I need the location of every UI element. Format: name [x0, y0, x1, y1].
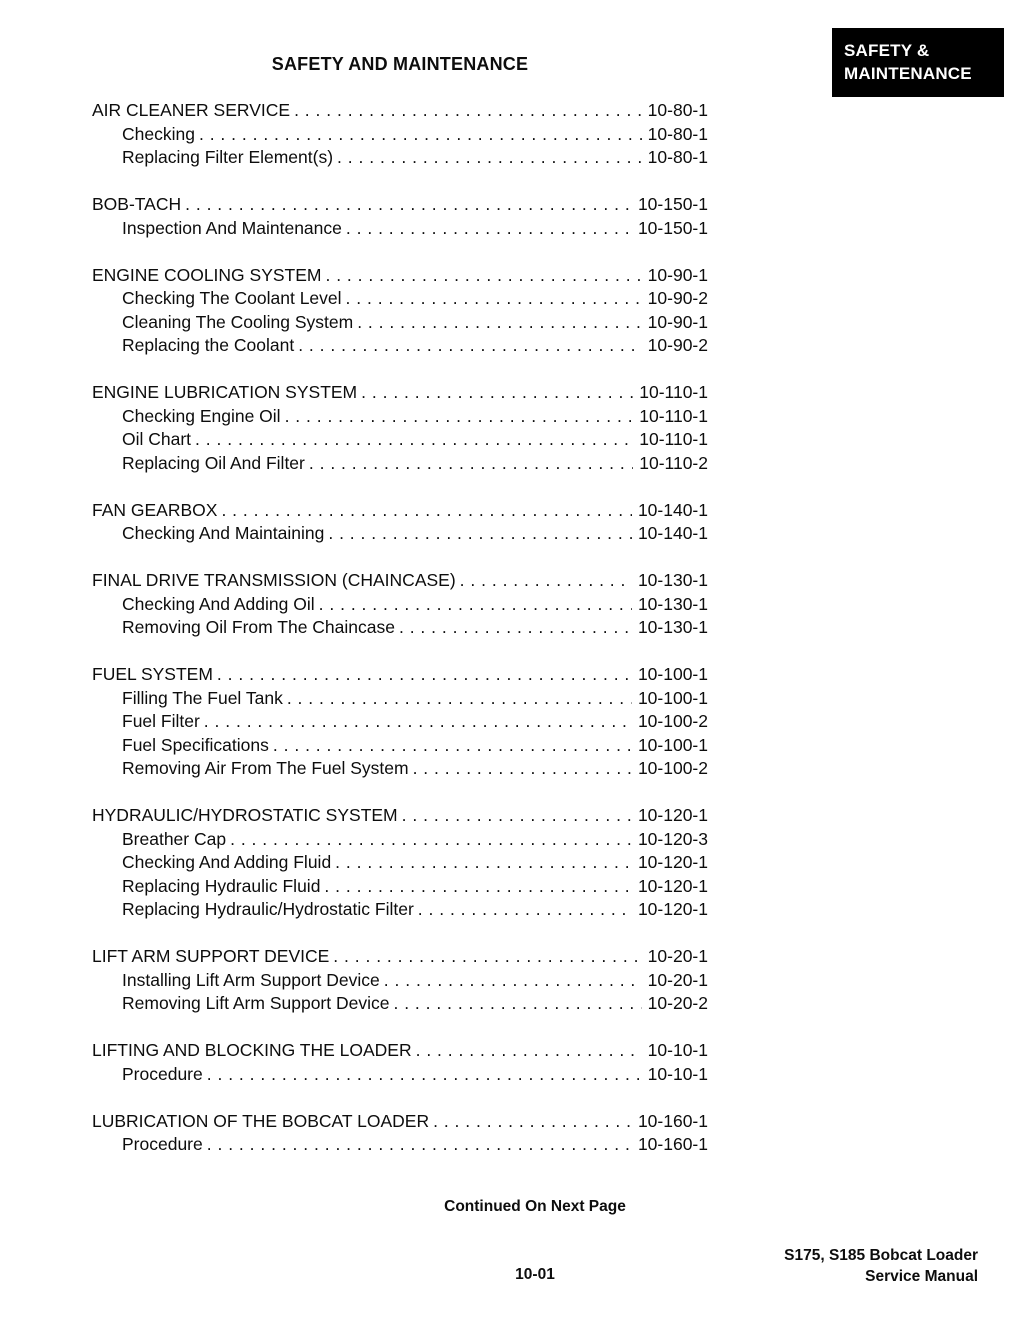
page-number: 10-01	[515, 1266, 555, 1283]
toc-leader-dots	[433, 1110, 632, 1134]
toc-entry-page: 10-10-1	[647, 1063, 708, 1084]
toc-section	[92, 804, 708, 922]
toc-entry-label: Fuel Specifications	[122, 734, 269, 755]
toc-leader-dots	[328, 522, 632, 546]
toc-section	[92, 381, 708, 475]
toc-leader-dots	[384, 969, 642, 993]
toc-entry-page: 10-110-1	[639, 382, 708, 402]
toc-entry-page: 10-120-1	[637, 875, 708, 896]
manual-reference-line1: S175, S185 Bobcat Loader	[784, 1247, 978, 1264]
toc-row	[92, 663, 708, 687]
toc-row	[92, 757, 708, 781]
toc-entry-label: ENGINE LUBRICATION SYSTEM	[92, 382, 358, 402]
toc-entry-page: 10-80-1	[647, 147, 708, 167]
toc-leader-dots	[185, 193, 632, 217]
toc-leader-dots	[285, 405, 634, 429]
toc-row	[92, 969, 708, 993]
section-tab-badge	[832, 28, 1004, 97]
toc-leader-dots	[294, 99, 642, 123]
toc-row	[92, 898, 708, 922]
toc-leader-dots	[324, 875, 632, 899]
toc-entry-label: HYDRAULIC/HYDROSTATIC SYSTEM	[92, 805, 398, 825]
toc-entry-label: BOB-TACH	[92, 194, 182, 214]
toc-entry-label: Replacing Hydraulic/Hydrostatic Filter	[122, 899, 414, 919]
toc-row	[92, 99, 708, 123]
toc-entry-label: Replacing Filter Element(s)	[122, 147, 334, 167]
toc-row	[92, 522, 708, 546]
toc-leader-dots	[418, 898, 632, 922]
toc-row	[92, 452, 708, 476]
toc-entry-page: 10-150-1	[637, 194, 708, 214]
toc-section	[92, 663, 708, 781]
toc-leader-dots	[357, 311, 641, 335]
toc-leader-dots	[298, 334, 641, 358]
toc-leader-dots	[337, 146, 642, 170]
toc-entry-page: 10-150-1	[637, 217, 708, 238]
toc-entry-label: FINAL DRIVE TRANSMISSION (CHAINCASE)	[92, 570, 456, 590]
toc-entry-label: Removing Air From The Fuel System	[122, 758, 409, 778]
toc-leader-dots	[416, 1039, 642, 1063]
toc-entry-page: 10-130-1	[637, 593, 708, 614]
toc-leader-dots	[333, 945, 641, 969]
section-tab-line1: SAFETY &	[844, 41, 930, 60]
toc-entry-page: 10-120-1	[637, 899, 708, 919]
toc-row	[92, 123, 708, 147]
toc-entry-page: 10-20-2	[647, 993, 708, 1013]
toc-entry-label: Breather Cap	[122, 828, 227, 849]
toc-leader-dots	[460, 569, 632, 593]
toc-entry-page: 10-140-1	[637, 499, 708, 520]
toc-entry-page: 10-160-1	[637, 1110, 708, 1131]
toc-row	[92, 264, 708, 288]
toc-entry-page: 10-120-3	[637, 828, 708, 849]
toc-leader-dots	[287, 687, 632, 711]
toc-entry-page: 10-110-1	[639, 405, 708, 426]
toc-entry-label: Filling The Fuel Tank	[122, 687, 283, 708]
toc-leader-dots	[199, 123, 642, 147]
toc-section	[92, 193, 708, 240]
toc-entry-page: 10-90-2	[647, 335, 708, 355]
toc-entry-label: Cleaning The Cooling System	[122, 311, 354, 332]
toc-row	[92, 734, 708, 758]
toc-entry-label: Checking Engine Oil	[122, 405, 281, 426]
toc-entry-label: Procedure	[122, 1134, 203, 1154]
continued-note: Continued On Next Page	[444, 1198, 626, 1215]
toc-entry-label: Replacing Hydraulic Fluid	[122, 875, 321, 896]
toc-entry-page: 10-100-1	[637, 734, 708, 755]
toc-row	[92, 851, 708, 875]
toc-entry-label: Checking And Maintaining	[122, 523, 325, 543]
toc-entry-label: Checking And Adding Fluid	[122, 852, 332, 872]
toc-entry-page: 10-80-1	[647, 100, 708, 120]
toc-leader-dots	[346, 287, 642, 311]
toc-entry-page: 10-100-2	[637, 711, 708, 731]
toc-row	[92, 875, 708, 899]
toc-section	[92, 499, 708, 546]
toc-entry-page: 10-10-1	[647, 1040, 708, 1060]
toc-leader-dots	[325, 264, 641, 288]
toc-entry-label: Inspection And Maintenance	[122, 217, 342, 238]
toc-entry-label: Removing Lift Arm Support Device	[122, 993, 390, 1013]
toc-row	[92, 945, 708, 969]
toc-entry-label: Replacing the Coolant	[122, 335, 295, 355]
manual-reference	[784, 1245, 978, 1287]
toc-section	[92, 1039, 708, 1086]
toc-section	[92, 99, 708, 170]
toc-row	[92, 193, 708, 217]
toc-leader-dots	[309, 452, 633, 476]
toc-entry-label: LUBRICATION OF THE BOBCAT LOADER	[92, 1110, 430, 1131]
toc-entry-page: 10-130-1	[637, 617, 708, 637]
toc-row	[92, 334, 708, 358]
toc-entry-page: 10-20-1	[647, 946, 708, 966]
toc-entry-page: 10-90-1	[647, 311, 708, 332]
toc-entry-page: 10-110-1	[639, 429, 708, 449]
toc-row	[92, 593, 708, 617]
toc-entry-label: FAN GEARBOX	[92, 499, 218, 520]
toc-row	[92, 1039, 708, 1063]
toc-row	[92, 992, 708, 1016]
toc-entry-label: Replacing Oil And Filter	[122, 452, 305, 473]
toc-leader-dots	[413, 757, 632, 781]
toc-row	[92, 804, 708, 828]
toc-entry-label: Checking	[122, 123, 195, 144]
toc-entry-label: LIFTING AND BLOCKING THE LOADER	[92, 1040, 412, 1060]
toc-entry-page: 10-110-2	[639, 452, 708, 473]
toc-entry-page: 10-100-1	[637, 664, 708, 684]
toc-row	[92, 287, 708, 311]
toc-row	[92, 1110, 708, 1134]
toc-row	[92, 381, 708, 405]
toc-row	[92, 311, 708, 335]
toc-section	[92, 264, 708, 358]
toc-row	[92, 616, 708, 640]
toc-entry-label: Removing Oil From The Chaincase	[122, 617, 395, 637]
toc-leader-dots	[230, 828, 632, 852]
toc	[92, 99, 708, 1180]
toc-row	[92, 569, 708, 593]
toc-leader-dots	[402, 804, 632, 828]
toc-row	[92, 217, 708, 241]
toc-entry-page: 10-100-1	[637, 687, 708, 708]
toc-entry-label: Installing Lift Arm Support Device	[122, 969, 380, 990]
page-title: SAFETY AND MAINTENANCE	[271, 54, 529, 74]
toc-entry-label: LIFT ARM SUPPORT DEVICE	[92, 946, 330, 966]
toc-entry-page: 10-80-1	[647, 123, 708, 144]
toc-entry-label: Procedure	[122, 1063, 203, 1084]
toc-leader-dots	[195, 428, 633, 452]
toc-entry-page: 10-160-1	[637, 1134, 708, 1154]
toc-section	[92, 569, 708, 640]
toc-entry-label: AIR CLEANER SERVICE	[92, 100, 291, 120]
toc-leader-dots	[273, 734, 632, 758]
toc-section	[92, 945, 708, 1016]
toc-entry-page: 10-130-1	[637, 570, 708, 590]
toc-leader-dots	[207, 1063, 642, 1087]
toc-row	[92, 687, 708, 711]
toc-entry-label: Fuel Filter	[122, 711, 200, 731]
toc-leader-dots	[393, 992, 641, 1016]
toc-leader-dots	[221, 499, 631, 523]
toc-entry-label: ENGINE COOLING SYSTEM	[92, 264, 322, 285]
toc-entry-page: 10-20-1	[647, 969, 708, 990]
toc-row	[92, 828, 708, 852]
toc-row	[92, 710, 708, 734]
toc-leader-dots	[399, 616, 632, 640]
toc-leader-dots	[346, 217, 632, 241]
toc-row	[92, 499, 708, 523]
toc-entry-label: Oil Chart	[122, 429, 192, 449]
toc-row	[92, 1133, 708, 1157]
toc-row	[92, 146, 708, 170]
toc-entry-label: FUEL SYSTEM	[92, 664, 213, 684]
toc-leader-dots	[319, 593, 632, 617]
toc-row	[92, 428, 708, 452]
toc-leader-dots	[361, 381, 633, 405]
toc-entry-page: 10-100-2	[637, 758, 708, 778]
toc-entry-page: 10-140-1	[637, 523, 708, 543]
toc-leader-dots	[207, 1133, 632, 1157]
manual-reference-line2: Service Manual	[865, 1268, 978, 1285]
toc-leader-dots	[335, 851, 632, 875]
toc-row	[92, 1063, 708, 1087]
toc-entry-label: Checking And Adding Oil	[122, 593, 315, 614]
toc-entry-page: 10-120-1	[637, 805, 708, 825]
toc-section	[92, 1110, 708, 1157]
toc-entry-page: 10-90-1	[647, 264, 708, 285]
toc-entry-page: 10-120-1	[637, 852, 708, 872]
toc-row	[92, 405, 708, 429]
toc-entry-label: Checking The Coolant Level	[122, 288, 342, 308]
toc-leader-dots	[217, 663, 632, 687]
toc-leader-dots	[204, 710, 632, 734]
section-tab-line2: MAINTENANCE	[844, 64, 972, 83]
toc-entry-page: 10-90-2	[647, 288, 708, 308]
